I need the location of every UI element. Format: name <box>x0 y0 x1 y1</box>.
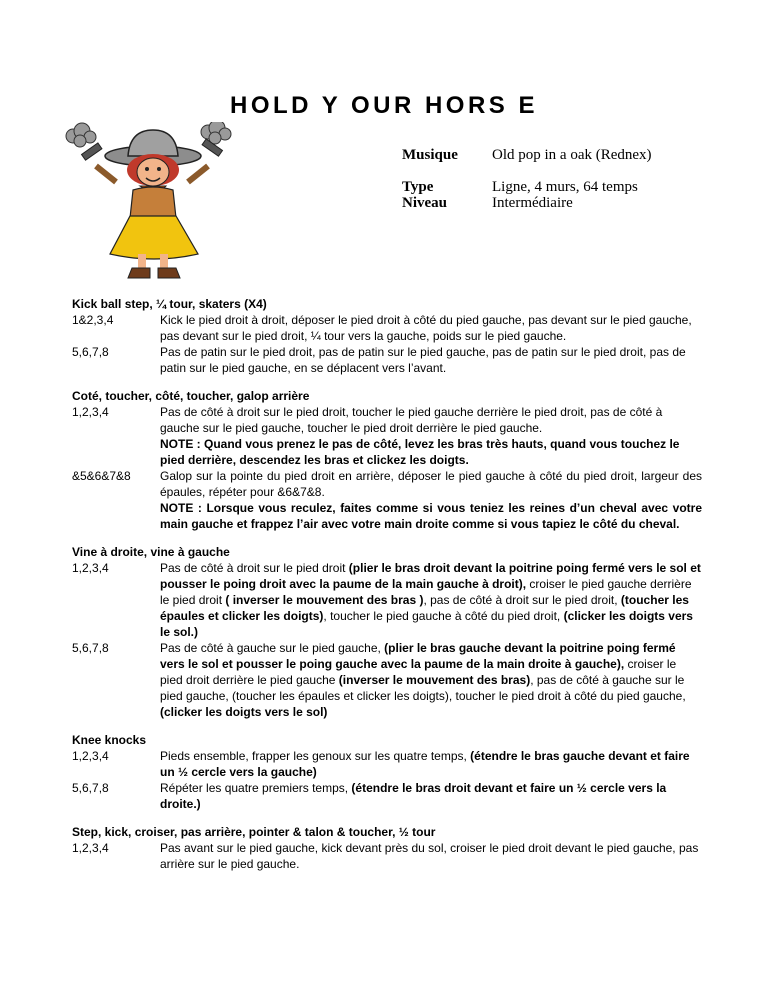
bold-instruction: (clicker les doigts vers le sol) <box>160 705 328 719</box>
section-title: Step, kick, croiser, pas arrière, pointer & talon & toucher, ½ tour <box>72 825 436 839</box>
instruction-text: Pas de patin sur le pied droit, pas de patin sur le pied gauche, pas de patin sur le pied droit, pas de patin sur le pied gauche, en se déplacent vers l’avant. <box>160 345 686 375</box>
bold-instruction: (toucher les épaules et clicker les doigts) <box>160 593 689 623</box>
section-title: Kick ball step, ¼ tour, skaters (X4) <box>72 297 267 311</box>
level-value: Intermédiaire <box>492 195 573 211</box>
instruction-text: , pas de côté à droit sur le pied droit, <box>423 593 621 607</box>
step-row <box>72 560 702 640</box>
bold-instruction: (plier le bras droit devant la poitrine poing fermé vers le sol et pousser le poing droit avec la paume de la main gauche à droit), <box>160 561 701 591</box>
instruction-text: Répéter les quatre premiers temps, <box>160 781 352 795</box>
step-count: &5&6&7&8 <box>72 469 131 483</box>
step-row <box>72 748 702 780</box>
step-description <box>160 640 702 720</box>
music-label: Musique <box>402 147 458 163</box>
step-count: 1&2,3,4 <box>72 313 114 327</box>
step-description <box>160 748 702 780</box>
bold-instruction: (plier le bras gauche devant la poitrine poing fermé vers le sol et pousser le poing gauche avec la paume de la main droite à gauche), <box>160 641 676 671</box>
instruction-text: Kick le pied droit à droit, déposer le pied droit à côté du pied gauche, pas devant sur le pied gauche, pas devant sur le pied droit, ¼ tour vers la gauche, poids sur le pied gauche. <box>160 313 692 343</box>
page-title: HOLD Y OUR HORS E <box>230 92 538 119</box>
step-row <box>72 780 702 812</box>
left-smoke-icon <box>66 123 96 147</box>
bold-instruction: (étendre le bras gauche devant et faire un ½ cercle vers la gauche) <box>160 749 690 779</box>
step-count: 1,2,3,4 <box>72 841 109 855</box>
step-section <box>72 544 702 720</box>
step-note: NOTE : Quand vous prenez le pas de côté, levez les bras très hauts, quand vous touchez le pied derrière, descendez les bras et clickez les doigts. <box>160 437 680 467</box>
step-description <box>160 468 702 532</box>
bold-instruction: ( inverser le mouvement des bras ) <box>225 593 424 607</box>
step-count: 5,6,7,8 <box>72 345 109 359</box>
level-label: Niveau <box>402 195 447 211</box>
section-title: Knee knocks <box>72 733 147 747</box>
step-count: 1,2,3,4 <box>72 405 109 419</box>
step-section <box>72 296 702 376</box>
step-description <box>160 780 702 812</box>
type-label: Type <box>402 179 434 195</box>
instruction-text: croiser le pied droit derrière le pied gauche <box>160 657 677 687</box>
step-count: 5,6,7,8 <box>72 641 109 655</box>
step-row <box>72 344 702 376</box>
instruction-text: Pieds ensemble, frapper les genoux sur les quatre temps, <box>160 749 471 763</box>
bold-instruction: (étendre le bras droit devant et faire un ½ cercle vers la droite.) <box>160 781 667 811</box>
step-row <box>72 840 702 872</box>
bold-instruction: (clicker les doigts vers le sol.) <box>160 609 693 639</box>
step-sections <box>72 296 702 884</box>
step-count: 1,2,3,4 <box>72 561 109 575</box>
step-row <box>72 312 702 344</box>
step-description <box>160 560 702 640</box>
step-section <box>72 732 702 812</box>
instruction-text: , toucher le pied gauche à côté du pied droit, <box>323 609 564 623</box>
section-title: Vine à droite, vine à gauche <box>72 545 230 559</box>
instruction-text: Pas avant sur le pied gauche, kick devant près du sol, croiser le pied droit devant le pied gauche, pas arrière sur le pied gauche. <box>160 841 699 871</box>
step-row <box>72 404 702 468</box>
bold-instruction: (inverser le mouvement des bras) <box>338 673 531 687</box>
step-description <box>160 840 702 872</box>
instruction-text: , pas de côté à gauche sur le pied gauche, (toucher les épaules et clicker les doigts), toucher le pied droit à côté du pied gauche, <box>160 673 686 703</box>
step-count: 1,2,3,4 <box>72 749 109 763</box>
instruction-text: Pas de côté à gauche sur le pied gauche, <box>160 641 385 655</box>
section-title: Coté, toucher, côté, toucher, galop arrière <box>72 389 310 403</box>
step-section <box>72 824 702 872</box>
step-description <box>160 404 702 468</box>
instruction-text: croiser le pied gauche derrière le pied droit <box>160 577 692 607</box>
step-section <box>72 388 702 532</box>
step-description <box>160 312 702 344</box>
step-description <box>160 344 702 376</box>
cowgirl-illustration <box>58 122 258 282</box>
step-row <box>72 468 702 532</box>
step-note: NOTE : Lorsque vous reculez, faites comme si vous teniez les reines d’un cheval avec votre main gauche et frappez l’air avec votre main droite comme si vous tapiez le côté du cheval. <box>160 501 702 531</box>
music-value: Old pop in a oak (Rednex) <box>492 147 652 163</box>
step-count: 5,6,7,8 <box>72 781 109 795</box>
step-row <box>72 640 702 720</box>
type-value: Ligne, 4 murs, 64 temps <box>492 179 638 195</box>
instruction-text: Galop sur la pointe du pied droit en arrière, déposer le pied gauche à côté du pied droit, largeur des épaules, répéter pour &6&7&8. <box>160 469 702 499</box>
instruction-text: Pas de côté à droit sur le pied droit, toucher le pied gauche derrière le pied droit, pas de côté à gauche sur le pied gauche, toucher le pied droit derrière le pied gauche. <box>160 405 663 435</box>
instruction-text: Pas de côté à droit sur le pied droit <box>160 561 349 575</box>
